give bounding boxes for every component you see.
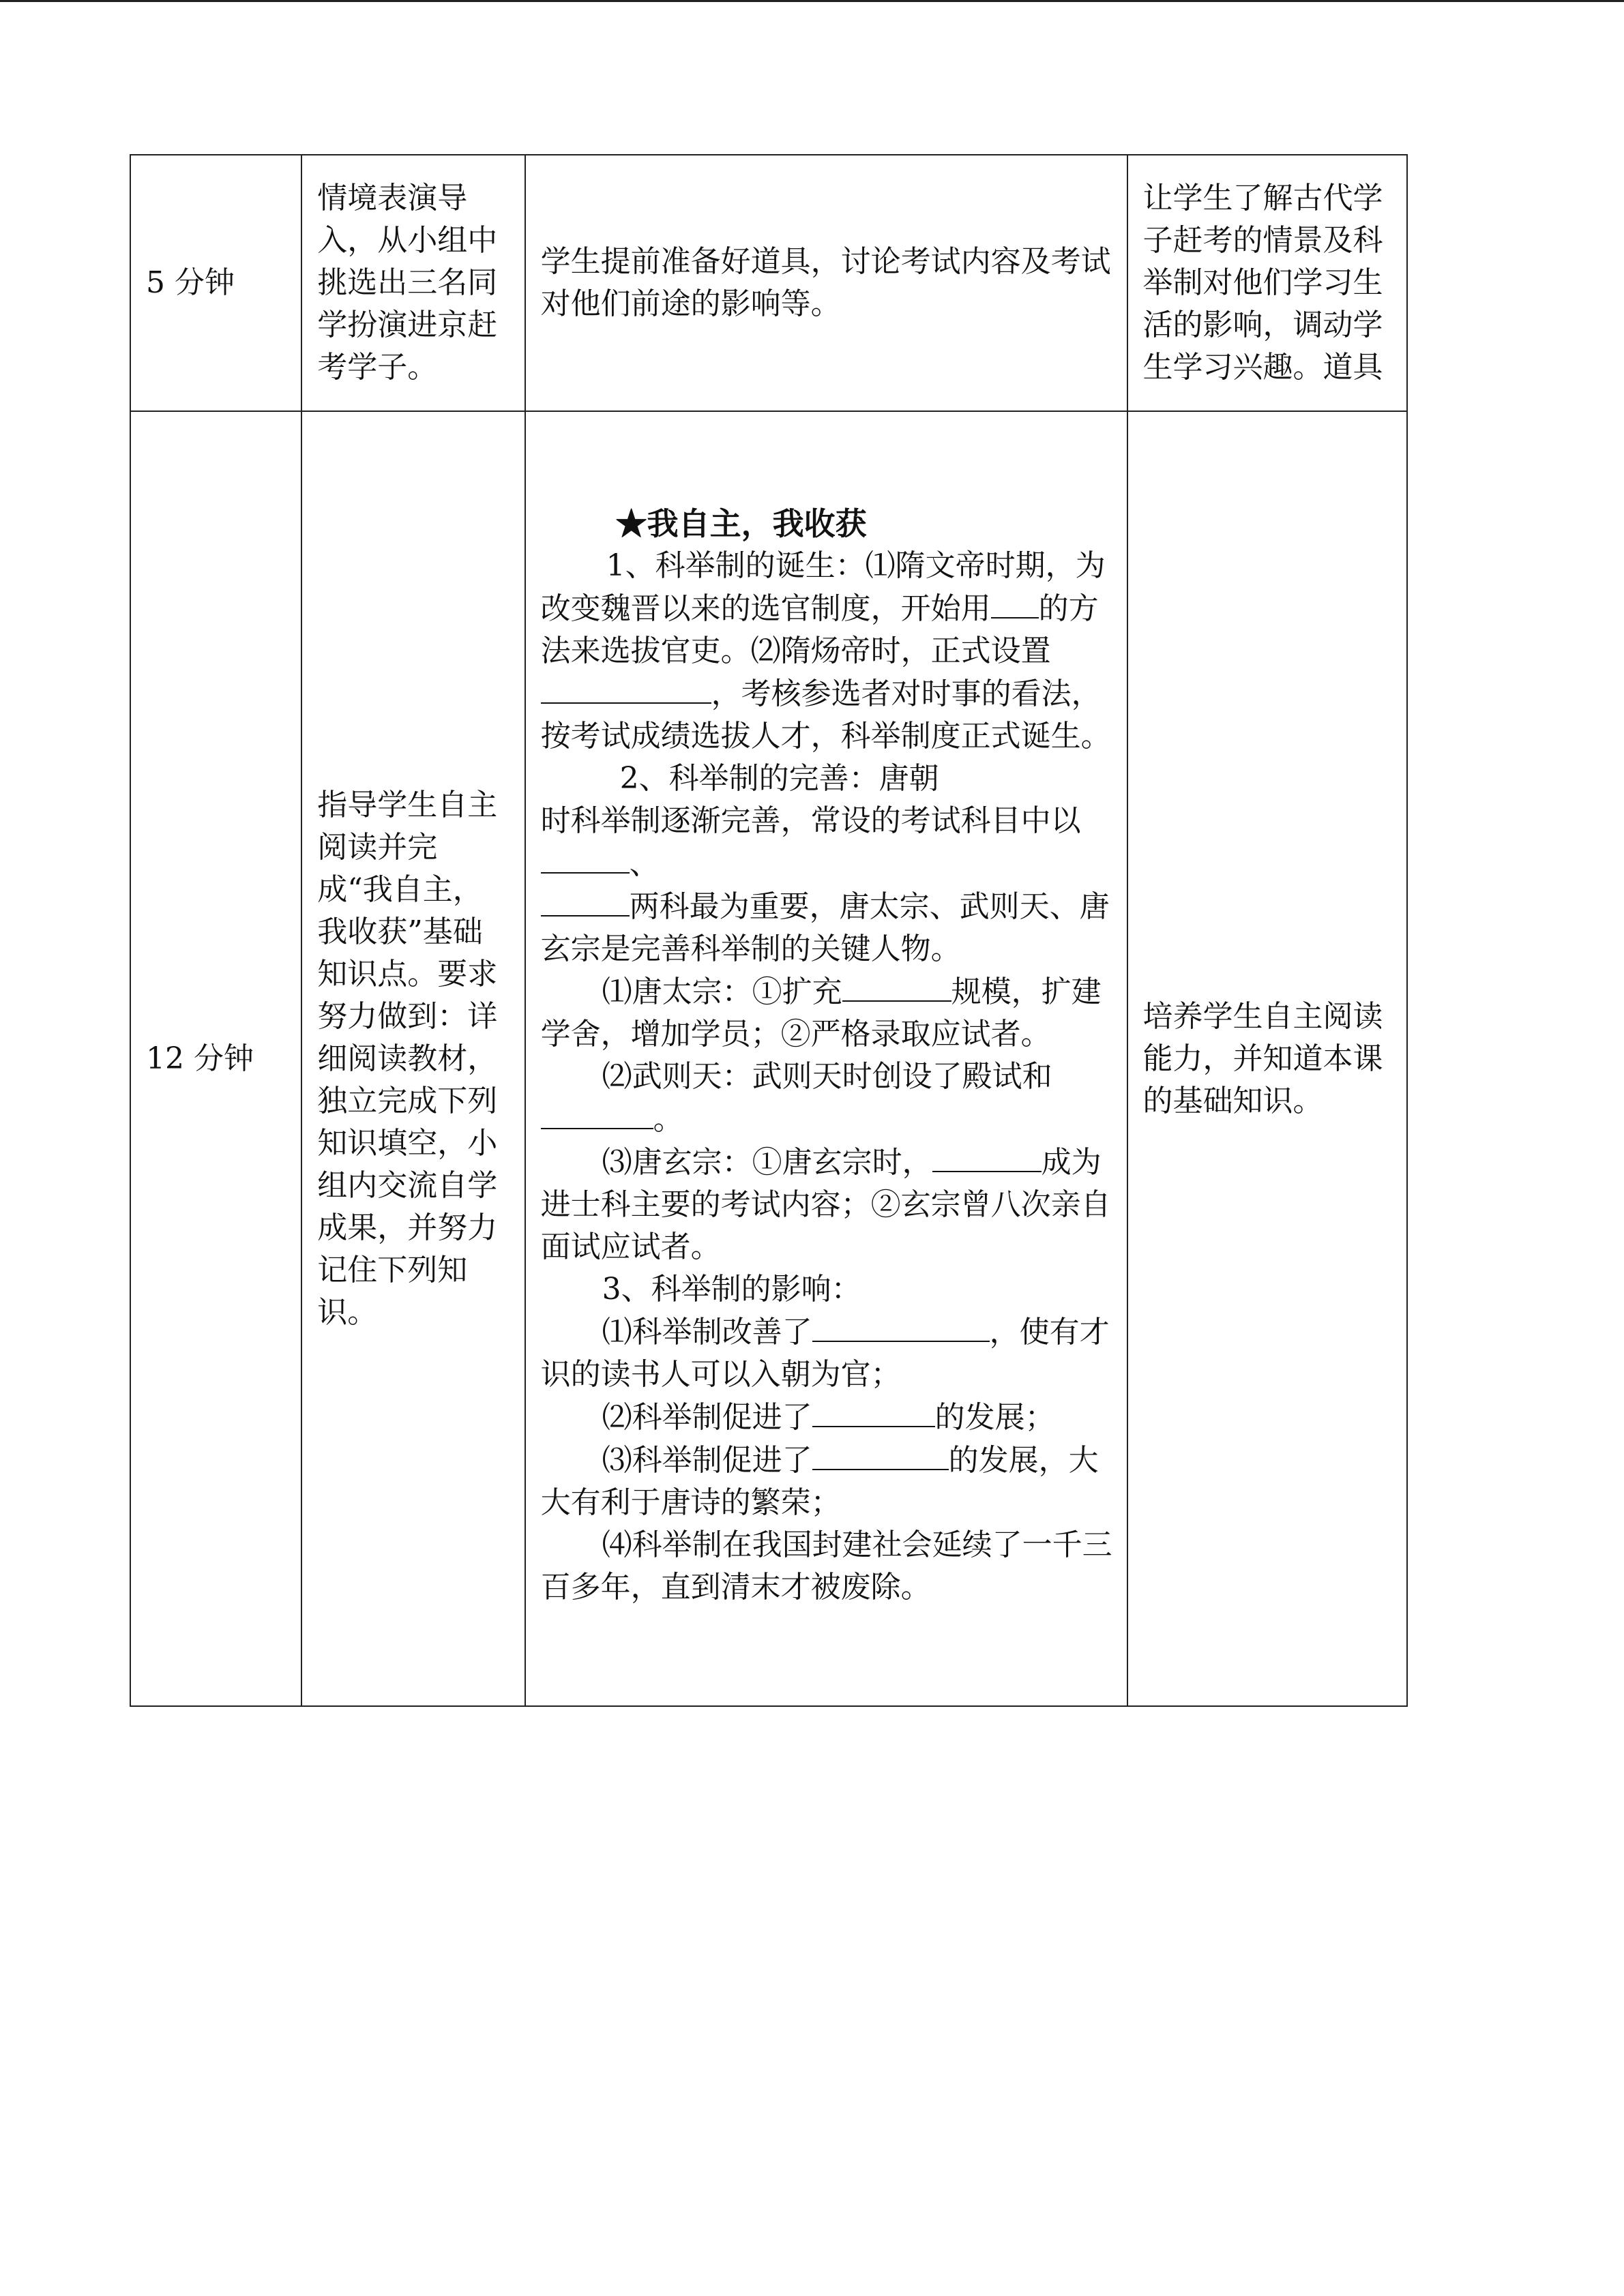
- teacher-activity-cell: [301, 155, 525, 411]
- paragraph-taizong: [541, 970, 1114, 1056]
- text-run: 3、科举制的影响：: [602, 1271, 861, 1307]
- text-run: 两科最为重要，唐太宗、武则天、唐玄宗是完善科举制的关键人物。: [540, 889, 1110, 966]
- paragraph-perfection-cont: [541, 800, 1114, 970]
- page-top-border: [0, 0, 1624, 2]
- student-activity-text: 学生提前准备好道具，讨论考试内容及考试对他们前途的影响等。: [540, 244, 1111, 321]
- text-run: ⑴科举制改善了: [602, 1314, 812, 1350]
- text-run: ⑵武则天：武则天时创设了殿试和: [602, 1058, 1052, 1094]
- fill-blank[interactable]: [541, 672, 711, 704]
- time-cell: [130, 411, 301, 1706]
- text-run: 2、科举制的完善：唐朝: [619, 760, 939, 796]
- text-run: 。: [653, 1101, 683, 1137]
- text-run: 的方法来选拔官吏。⑵隋炀帝时，正式设置: [540, 591, 1099, 668]
- text-run: ⑶唐玄宗：①唐玄宗时，: [602, 1144, 932, 1180]
- text-run: ，使有才识的读书人可以入朝为官；: [540, 1314, 1110, 1392]
- paragraph-influence-1: [541, 1311, 1114, 1396]
- text-run: 的发展；: [934, 1399, 1055, 1435]
- paragraph-perfection: [541, 758, 1114, 800]
- text-run: 成为进士科主要的考试内容；②玄宗曾八次亲自面试应试者。: [540, 1144, 1111, 1264]
- paragraph-influence-2: [541, 1396, 1114, 1439]
- fill-blank[interactable]: [541, 885, 630, 916]
- fill-blank[interactable]: [812, 1311, 990, 1342]
- table-row: [130, 155, 1407, 411]
- teacher-activity-text: 情境表演导入，从小组中挑选出三名同学扮演进京赶考学子。: [317, 181, 498, 385]
- text-run: ，考核参选者对时事的看法，按考试成绩选拔人才，科举制度正式诞生。: [540, 676, 1111, 754]
- table-row: [130, 411, 1407, 1706]
- text-run: ⑵科举制促进了: [602, 1399, 812, 1435]
- time-text: 5 分钟: [146, 265, 235, 300]
- teacher-activity-cell: [301, 411, 525, 1706]
- design-intent-cell: [1127, 155, 1407, 411]
- paragraph-origin: [541, 545, 1114, 758]
- paragraph-influence-heading: [541, 1268, 1114, 1311]
- fill-blank[interactable]: [541, 842, 630, 874]
- design-intent-cell: [1127, 411, 1407, 1706]
- text-run: ⑶科举制促进了: [602, 1442, 812, 1478]
- text-run: 1、科举制的诞生：⑴隋文帝时期，为改变魏晋以来的选官制度，开始用: [540, 548, 1106, 626]
- text-run: ⑴唐太宗：①扩充: [602, 974, 842, 1009]
- design-intent-text: 培养学生自主阅读能力，并知道本课的基础知识。: [1142, 998, 1383, 1118]
- fill-blank[interactable]: [932, 1141, 1042, 1172]
- paragraph-xuanzong: [541, 1141, 1114, 1268]
- fill-blank[interactable]: [842, 970, 951, 1002]
- fill-blank[interactable]: [812, 1439, 949, 1470]
- time-text: 12 分钟: [146, 1041, 254, 1076]
- fill-blank[interactable]: [991, 587, 1039, 618]
- section-heading: ★我自主，我收获: [615, 505, 867, 542]
- text-run: 规模，扩建学舍，增加学员；②严格录取应试者。: [540, 974, 1102, 1052]
- student-activity-cell: [525, 155, 1127, 411]
- paragraph-influence-4: [541, 1524, 1114, 1609]
- fill-blank[interactable]: [541, 1098, 653, 1129]
- text-run: ⑷科举制在我国封建社会延续了一千三百多年，直到清末才被废除。: [540, 1527, 1112, 1605]
- design-intent-text: 让学生了解古代学子赶考的情景及科举制对他们学习生活的影响，调动学生学习兴趣。道具: [1142, 181, 1383, 385]
- self-study-worksheet: [526, 468, 1127, 1650]
- time-cell: [130, 155, 301, 411]
- student-activity-cell: [525, 411, 1127, 1706]
- text-run: 、: [629, 846, 660, 881]
- text-run: 的发展，大大有利于唐诗的繁荣；: [540, 1442, 1099, 1520]
- text-run: 时科举制逐渐完善，常设的考试科目中以: [540, 803, 1081, 838]
- lesson-plan-table: [130, 154, 1408, 1707]
- teacher-activity-text: 指导学生自主阅读并完成“我自主，我收获”基础知识点。要求努力做到：详细阅读教材，独立完成下列知识填空，小组内交流自学成果，并努力记住下列知识。: [317, 787, 498, 1330]
- paragraph-wuzetian: [541, 1056, 1114, 1141]
- fill-blank[interactable]: [812, 1396, 935, 1427]
- paragraph-influence-3: [541, 1439, 1114, 1524]
